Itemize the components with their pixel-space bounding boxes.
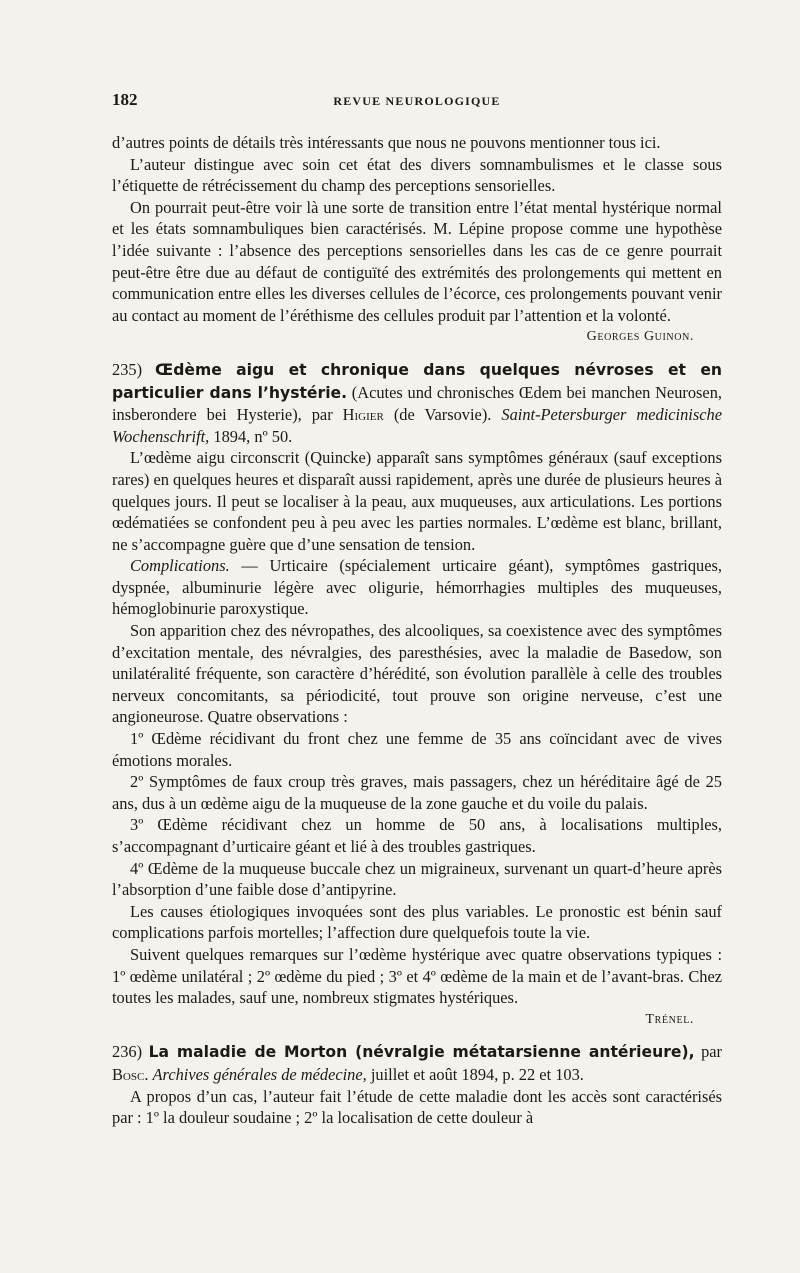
intro-paragraph-2: L’auteur distingue avec soin cet état des divers somnambulismes et le classe sous l’étiquette de rétrécissement du champ des perceptions sensorielles. bbox=[112, 154, 722, 196]
citation: 1894, nº 50. bbox=[213, 426, 293, 446]
running-head: REVUE NEUROLOGIQUE bbox=[333, 94, 501, 108]
observation-3: 3º Œdème récidivant chez un homme de 50 ans, à localisations multiples, s’accompagnant d’urticaire géant et lié à des troubles gastriques. bbox=[112, 815, 722, 856]
article-author: Higier bbox=[342, 405, 384, 425]
intro-paragraph-3: On pourrait peut-être voir là une sorte de transition entre l’état mental hystérique normal et les états somnambuliques bien caractérisés. M. Lépine propose comme une hypothèse l’idée suivante : l’absence des perceptions sensorielles dans les cas de ce genre pourrait peut-être être due au défaut de contiguïté des extrémités des prolongements qui mettent en communication entre elles les diverses cellules de l’écorce, ces prolongements pouvant venir au contact au moment de l’éréthisme des cellules produit par l’attention et la volonté. bbox=[112, 197, 722, 325]
article-subtitle: (Acutes und chronisches Œdem bei manchen Neurosen, insberondere bei Hysterie), par bbox=[112, 382, 722, 425]
article-236 bbox=[112, 1041, 722, 1128]
journal-name: Archives générales de médecine, bbox=[152, 1064, 367, 1084]
causes-paragraph: Les causes étiologiques invoquées sont des plus variables. Le pronostic est bénin sauf complications parfois mortelles; l’affection dure quelquefois toute la vie. bbox=[112, 901, 722, 943]
journal-name: Saint-Petersburger medicinische Wochenschrift, bbox=[112, 405, 722, 446]
signature-trenel: Trénel. bbox=[645, 1011, 694, 1027]
apparition-paragraph: Son apparition chez des névropathes, des alcooliques, sa coexistence avec des symptômes d’excitation mentale, des névralgies, des paresthésies, avec la maladie de Basedow, son unilatéralité fréquente, son caractère d’hérédité, son évolution parallèle à celle des troubles nerveux concomitants, sa périodicité, tout prouve son origine nerveuse, c’est une angioneurose. Quatre observations : bbox=[112, 621, 722, 727]
complications-text: — Urticaire (spécialement urticaire géant), symptômes gastriques, dyspnée, albuminurie légère avec oligurie, hémorrhagies multiples des muqueuses, hémoglobinurie paroxystique. bbox=[112, 556, 722, 619]
article-236-heading bbox=[112, 1041, 722, 1085]
article-title: La maladie de Morton (névralgie métatarsienne antérieure), bbox=[148, 1043, 695, 1062]
text-column bbox=[112, 90, 722, 1129]
article-author: Bosc. bbox=[112, 1064, 149, 1084]
article-235-heading bbox=[112, 359, 722, 447]
article-235 bbox=[112, 359, 722, 1030]
author-place: (de Varsovie). bbox=[393, 405, 492, 425]
article-by: par bbox=[701, 1042, 722, 1062]
citation: juillet et août 1894, p. 22 et 103. bbox=[370, 1064, 584, 1084]
observation-4: 4º Œdème de la muqueuse buccale chez un migraineux, survenant un quart-d’heure après l’absorption d’une faible dose d’antipyrine. bbox=[112, 858, 722, 900]
page-number: 182 bbox=[112, 90, 138, 109]
intro-paragraph-1: d’autres points de détails très intéressants que nous ne pouvons mentionner tous ici. bbox=[112, 133, 661, 152]
observation-2: 2º Symptômes de faux croup très graves, mais passagers, chez un héréditaire âgé de 25 ans, dus à un œdème aigu de la muqueuse de la zone gauche et du voile du palais. bbox=[112, 772, 722, 813]
article-236-paragraph: A propos d’un cas, l’auteur fait l’étude de cette maladie dont les accès sont caractérisés par : 1º la douleur soudaine ; 2º la localisation de cette douleur à bbox=[112, 1086, 722, 1128]
article-number: 235) bbox=[112, 359, 143, 379]
signature-guinon: Georges Guinon. bbox=[586, 329, 694, 345]
complications-paragraph bbox=[112, 555, 722, 620]
article-title: Œdème aigu et chronique dans quelques névroses et en particulier dans l’hystérie. bbox=[112, 360, 722, 402]
observation-1: 1º Œdème récidivant du front chez une femme de 35 ans coïncidant avec de vives émotions morales. bbox=[112, 729, 722, 770]
page-header bbox=[112, 90, 722, 120]
complications-label: Complications. bbox=[130, 556, 230, 576]
article-235-paragraph: L’œdème aigu circonscrit (Quincke) apparaît sans symptômes généraux (sauf exceptions rares) en quelques heures et disparaît aussi rapidement, après une durée de plusieurs heures à quelques jours. Il peut se localiser à la peau, aux muqueuses, aux articulations. Les portions œdématiées se confondent peu à peu avec les parties normales. L’œdème est blanc, brillant, ne s’accompagne guère que d’une sensation de tension. bbox=[112, 448, 722, 554]
article-number: 236) bbox=[112, 1042, 143, 1062]
remarks-paragraph: Suivent quelques remarques sur l’œdème hystérique avec quatre observations typiques : 1º œdème unilatéral ; 2º œdème du pied ; 3º et 4º œdème de la main et de l’avant-bras. Chez toutes les malades, sauf une, nombreux stigmates hystériques. bbox=[112, 944, 722, 1008]
